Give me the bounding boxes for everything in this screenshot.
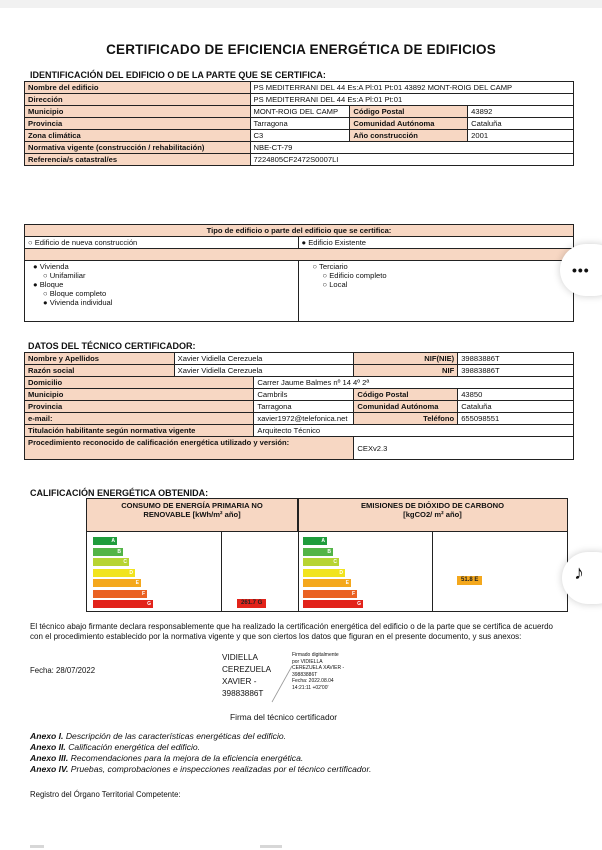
label-qualification: Titulación habilitante según normativa vigente [25,425,254,437]
label-address: Dirección [25,94,251,106]
label-postal: Código Postal [350,106,468,118]
tech-community: Cataluña [458,401,574,413]
identification-table [24,81,574,166]
opt-unifamiliar: ○ Unifamiliar [43,271,86,280]
tech-postal: 43850 [458,389,574,401]
consumption-header: CONSUMO DE ENERGÍA PRIMARIA NO RENOVABLE [kWh/m² año] [87,499,298,532]
opt-vivienda: ● Vivienda [33,262,69,271]
annex-2 [30,742,200,753]
annex-text: Calificación energética del edificio. [68,742,201,752]
building-name: PS MEDITERRANI DEL 44 Es:A Pl:01 Pt:01 43892 MONT-ROIG DEL CAMP [250,82,573,94]
label-nif: NIF [354,365,458,377]
label-email: e-mail: [25,413,254,425]
label-tech-community: Comunidad Autónoma [354,401,458,413]
scan-mark [260,845,282,848]
residential-options [25,261,299,322]
tech-phone: 655098551 [458,413,574,425]
top-strip [0,0,602,8]
annex-text: Recomendaciones para la mejora de la eficiencia energética. [70,753,304,763]
label-municipality: Municipio [25,106,251,118]
annex-number: Anexo III. [30,753,69,763]
tech-company: Xavier Vidiella Cerezuela [174,365,354,377]
rating-band-a: A [303,537,327,545]
label-tech-name: Nombre y Apellidos [25,353,175,365]
opt-terciario: ○ Terciario [312,262,348,271]
tech-municipality: Cambrils [254,389,354,401]
label-community: Comunidad Autónoma [350,118,468,130]
label-tech-postal: Código Postal [354,389,458,401]
building-type-table [24,224,574,322]
signer-name [222,652,271,700]
regulation: NBE-CT-79 [250,142,573,154]
rating-band-a: A [93,537,117,545]
label-cadastral: Referencia/s catastral/es [25,154,251,166]
rating-band-d: D [93,569,135,577]
municipality: MONT-ROIG DEL CAMP [250,106,350,118]
consumption-marker: 261.7 G [237,599,266,608]
province: Tarragona [250,118,350,130]
rating-band-b: B [93,548,123,556]
technician-heading: DATOS DEL TÉCNICO CERTIFICADOR: [28,341,196,351]
declaration-text: El técnico abajo firmante declara responsablemente que ha realizado la certificación energética del edificio o de la parte que se certifica de acuerdo con el procedimiento establecido por la normativa vigente y que son ciertos los datos que figuran en el presente documento, y sus anexos: [30,622,553,641]
signer-line: CEREZUELA [222,665,272,674]
stamp-line: 14:21:11 +02'00' [292,684,329,691]
rating-band-g: G [303,600,363,608]
label-climate: Zona climática [25,130,251,142]
signature-caption: Firma del técnico certificador [230,712,338,722]
label-procedure: Procedimiento reconocido de calificación energética utilizado y versión: [25,437,354,460]
rating-band-b: B [303,548,333,556]
tech-province: Tarragona [254,401,354,413]
annex-3 [30,753,303,764]
registry-label: Registro del Órgano Territorial Competente: [30,790,181,799]
rating-band-c: C [93,558,129,566]
label-tech-province: Provincia [25,401,254,413]
panel-divider [298,499,299,611]
rating-band-c: C [303,558,339,566]
opt-bloque-completo: ○ Bloque completo [43,289,107,298]
tertiary-options [298,261,574,322]
annex-text: Descripción de las características energéticas del edificio. [65,731,287,741]
consumption-scale-divider [221,532,222,611]
rating-band-d: D [303,569,345,577]
community: Cataluña [468,118,574,130]
year: 2001 [468,130,574,142]
opt-vivienda-individual: ● Vivienda individual [43,298,113,307]
rating-band-f: F [303,590,357,598]
signer-line: XAVIER - [222,677,257,686]
tech-nif-nie: 39883886T [458,353,574,365]
postal: 43892 [468,106,574,118]
label-tech-address: Domicilio [25,377,254,389]
scan-mark [30,845,44,848]
opt-local: ○ Local [322,280,348,289]
emissions-marker: 51.8 E [457,576,482,585]
label-building-name: Nombre del edificio [25,82,251,94]
annex-1 [30,731,286,742]
document-title: CERTIFICADO DE EFICIENCIA ENERGÉTICA DE EDIFICIOS [106,42,496,57]
technician-table [24,352,574,460]
music-note-icon[interactable]: ♪ [574,562,584,584]
label-province: Provincia [25,118,251,130]
building-type-spacer [25,249,574,261]
identification-heading: IDENTIFICACIÓN DEL EDIFICIO O DE LA PARTE QUE SE CERTIFICA: [30,70,326,80]
building-type-heading: Tipo de edificio o parte del edificio que se certifica: [25,225,574,237]
digital-signature-stamp [292,652,344,691]
stamp-line: 39883886T [292,671,318,678]
climate: C3 [250,130,350,142]
signature-date: Fecha: 28/07/2022 [30,666,96,675]
annex-text: Pruebas, comprobaciones e inspecciones realizadas por el técnico certificador. [70,764,372,774]
label-nif-nie: NIF(NIE) [354,353,458,365]
option-new-construction: ○ Edificio de nueva construcción [25,237,299,249]
label-phone: Teléfono [354,413,458,425]
rating-panel [86,498,568,612]
annex-4 [30,764,371,775]
label-regulation: Normativa vigente (construcción / rehabilitación) [25,142,251,154]
more-options-icon[interactable]: ••• [572,262,590,278]
annex-number: Anexo II. [30,742,66,752]
tech-procedure: CEXv2.3 [354,437,574,460]
rating-band-g: G [93,600,153,608]
label-company: Razón social [25,365,175,377]
opt-edificio-completo: ○ Edificio completo [322,271,387,280]
label-year: Año construcción [350,130,468,142]
stamp-line: Fecha: 2022.08.04 [292,678,334,684]
signer-line: VIDIELLA [222,653,258,662]
rating-heading: CALIFICACIÓN ENERGÉTICA OBTENIDA: [30,488,209,498]
emissions-scale-divider [432,532,433,611]
signer-line: 39883886T [222,689,264,698]
annex-number: Anexo I. [30,731,64,741]
address: PS MEDITERRANI DEL 44 Es:A Pl:01 Pt:01 [250,94,573,106]
cadastral: 7224805CF2472S0007LI [250,154,573,166]
signature-stroke [270,664,294,704]
tech-address: Carrer Jaume Balmes nº 14 4º 2ª [254,377,574,389]
stamp-line: Firmado digitalmente [292,652,339,658]
tech-name: Xavier Vidiella Cerezuela [174,353,354,365]
opt-bloque: ● Bloque [33,280,64,289]
rating-band-e: E [93,579,141,587]
tech-nif: 39883886T [458,365,574,377]
stamp-line: CEREZUELA XAVIER - [292,665,345,671]
label-tech-municipality: Municipio [25,389,254,401]
stamp-line: por VIDIELLA [292,658,323,665]
emissions-header: EMISIONES DE DIÓXIDO DE CARBONO [kgCO2/ m² año] [298,499,567,532]
annex-number: Anexo IV. [30,764,69,774]
tech-qualification: Arquitecto Técnico [254,425,574,437]
option-existing: ● Edificio Existente [298,237,574,249]
tech-email: xavier1972@telefonica.net [254,413,354,425]
rating-band-e: E [303,579,351,587]
rating-band-f: F [93,590,147,598]
